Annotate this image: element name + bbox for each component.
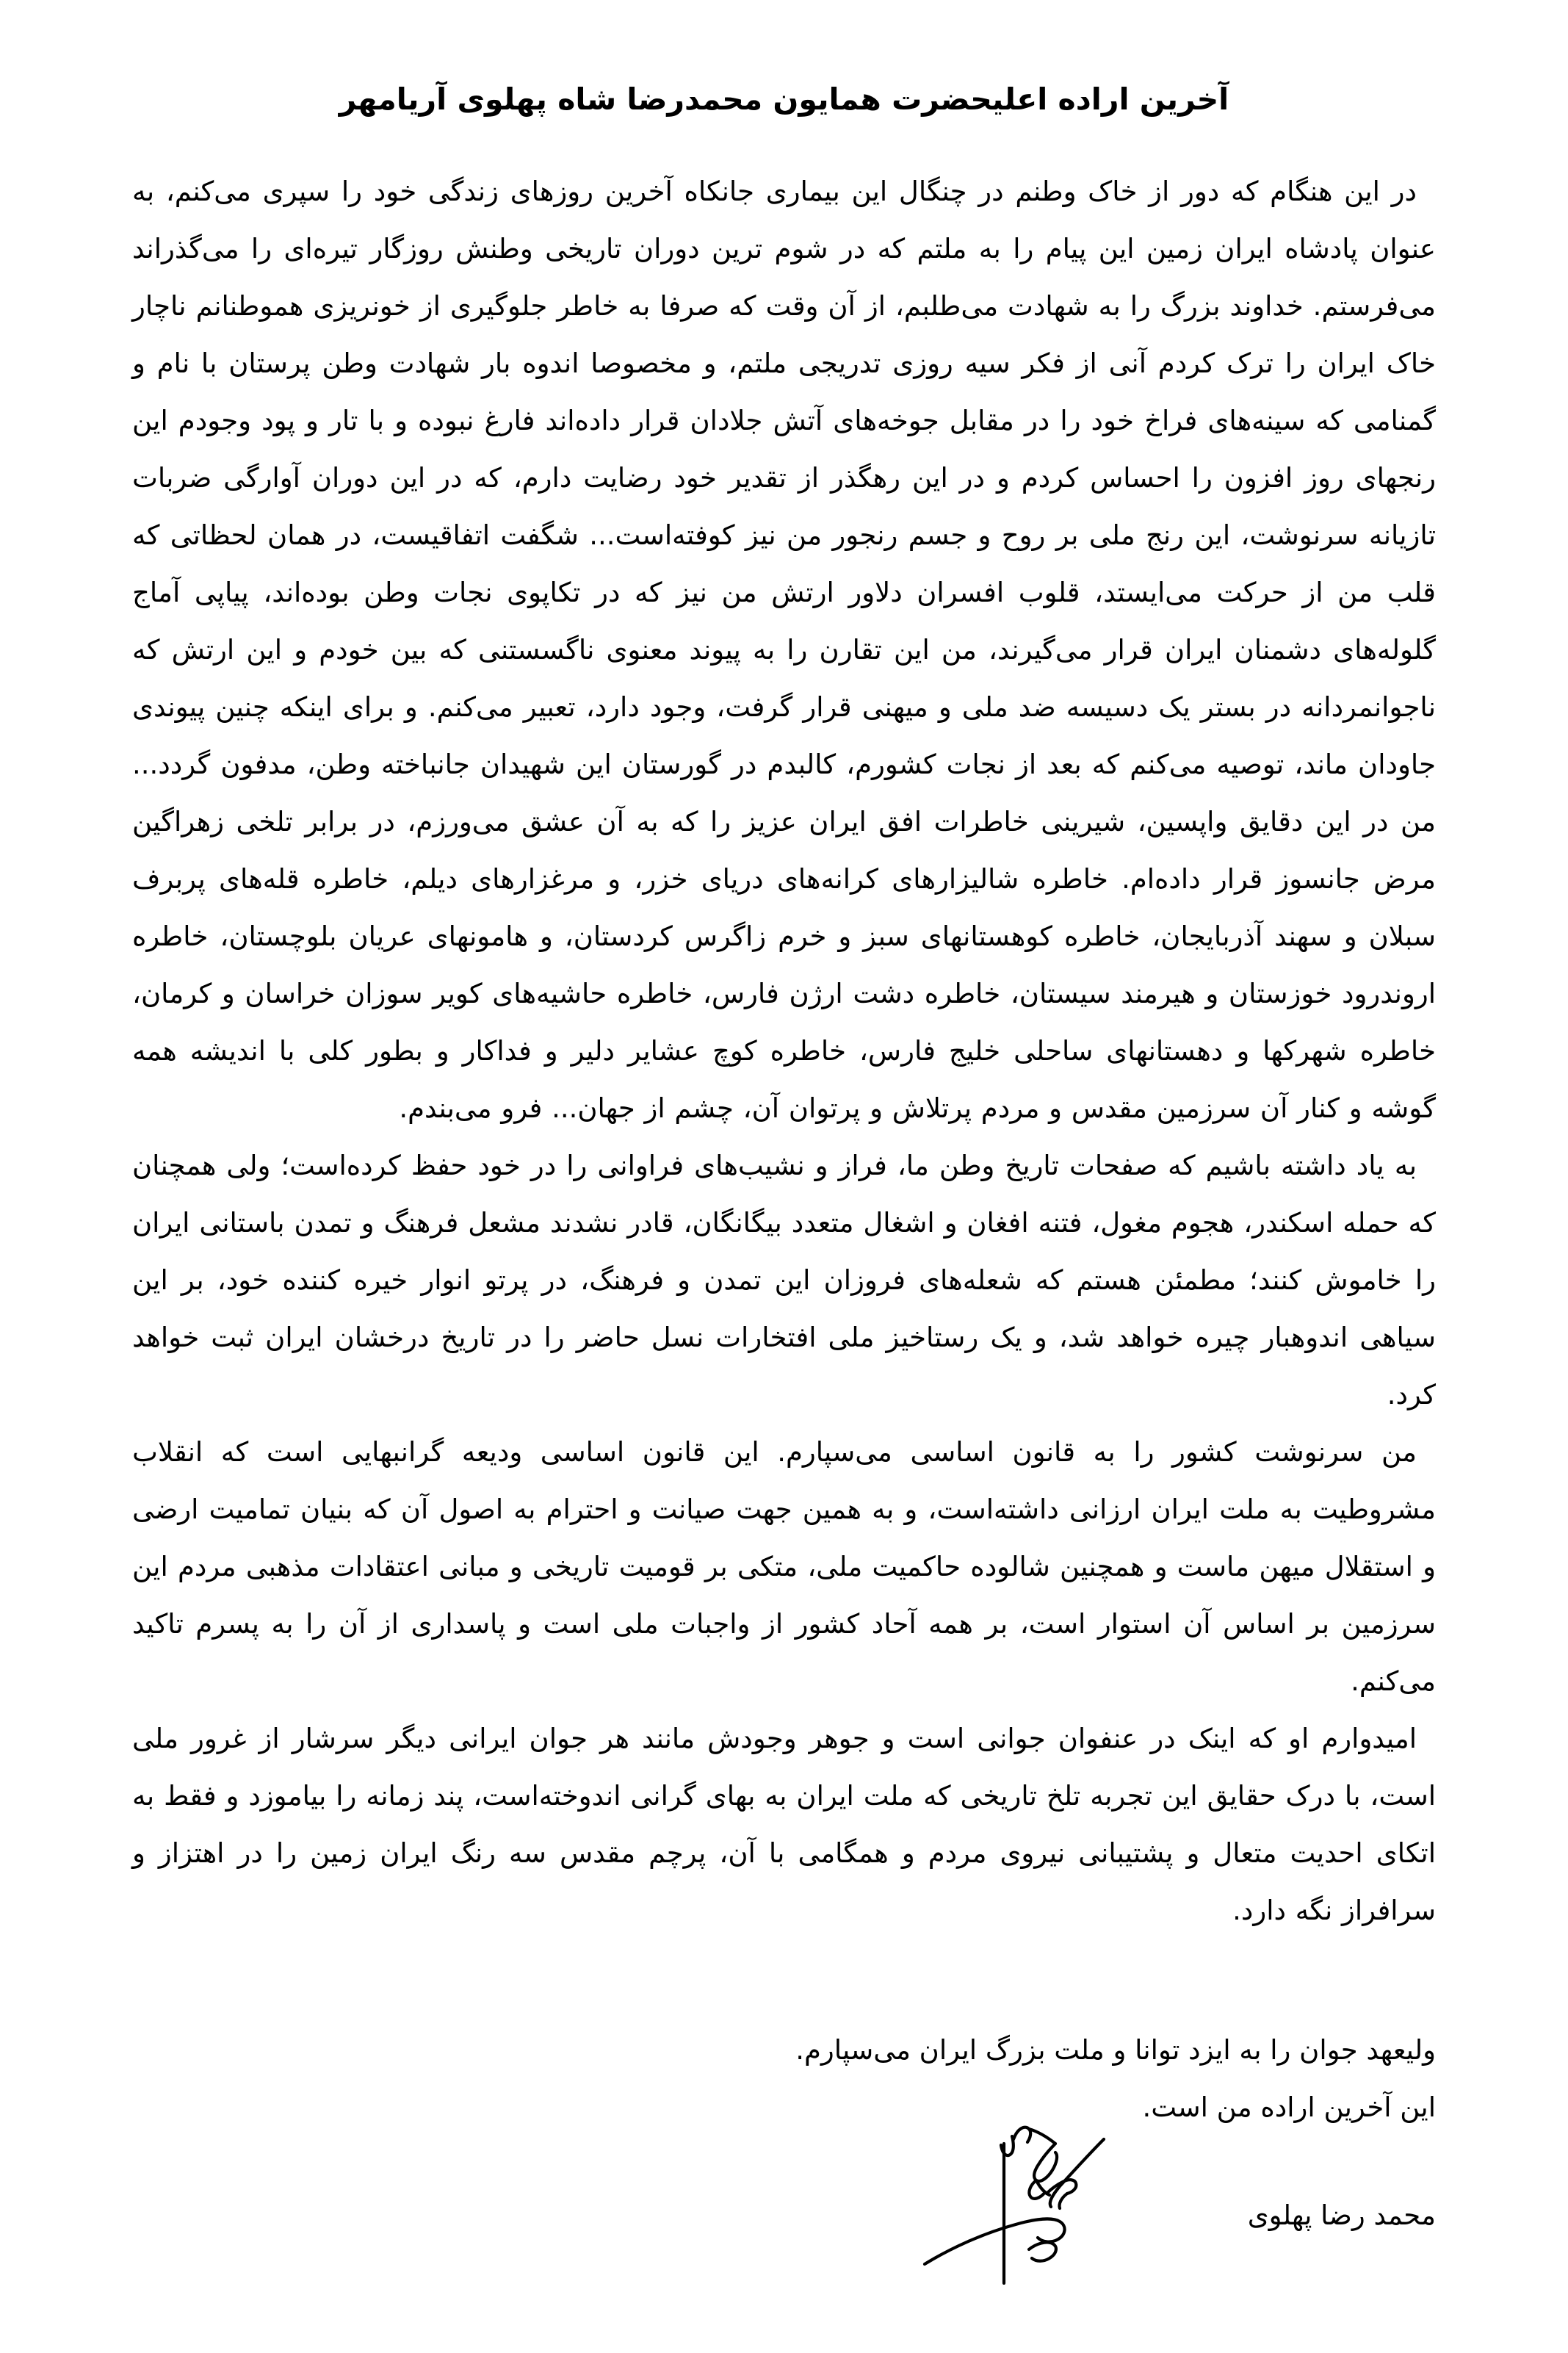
signature-area	[132, 2085, 1436, 2305]
signature-icon	[892, 2094, 1127, 2285]
paragraph-2: به یاد داشته باشیم که صفحات تاریخ وطن ما، فراز و نشیب‌های فراوانی را در خود حفظ کرده‌است؛ ولی همچنان که حمله اسکندر، هجوم مغول، فتنه افغان و اشغال متعدد بیگانگان، قادر نشدند مشعل فرهنگ و تمدن باستانی ایران را خاموش کنند؛ مطمئن هستم که شعله‌های فروزان این تمدن و فرهنگ، در پرتو انوار خیره کننده خود، بر این سیاهی اندوهبار چیره خواهد شد، و یک رستاخیز ملی افتخارات نسل حاضر را در تاریخ درخشان ایران ثبت خواهد کرد.	[132, 1150, 1436, 1410]
paragraph-3: من سرنوشت کشور را به قانون اساسی می‌سپارم. این قانون اساسی ودیعه گرانبهایی است که انقلاب مشروطیت به ملت ایران ارزانی داشته‌است، و به همین جهت صیانت و احترام به اصول آن که بنیان تمامیت ارضی و استقلال میهن ماست و همچنین شالوده حاکمیت ملی، متکی بر قومیت تاریخی و مبانی اعتقادات مذهبی مردم این سرزمین بر اساس آن استوار است، بر همه آحاد کشور از واجبات ملی است و پاسداری از آن را به پسرم تاکید می‌کنم.	[132, 1436, 1436, 1697]
paragraph-1: در این هنگام که دور از خاک وطنم در چنگال این بیماری جانکاه آخرین روزهای زندگی خود را سپری می‌کنم، به عنوان پادشاه ایران زمین این پیام را به ملتم که در شوم ترین دوران تاریخی وطنش روزگار تیره‌ای را می‌گذراند می‌فرستم. خداوند بزرگ را به شهادت می‌طلبم، از آن وقت که صرفا به خاطر جلوگیری از خونریزی هموطنانم ناچار خاک ایران را ترک کردم آنی از فکر سیه روزی تدریجی ملتم، و مخصوصا اندوه بار شهادت وطن پرستان با نام و گمنامی که سینه‌های فراخ خود را در مقابل جوخه‌های آتش جلادان قرار داده‌اند فارغ نبوده و با تار و پود وجودم این رنجهای روز افزون را احساس کردم و در این رهگذر از تقدیر خود رضایت دارم، که در این دوران آوارگی ضربات تازیانه سرنوشت، این رنج ملی بر روح و جسم رنجور من نیز کوفته‌است... شگفت اتفاقیست، در همان لحظاتی که قلب من از حرکت می‌ایستد، قلوب افسران دلاور ارتش من نیز که در تکاپوی نجات وطن بوده‌اند، پیاپی آماج گلوله‌های دشمنان ایران قرار می‌گیرند، من این تقارن را به پیوند معنوی ناگسستنی که بین خودم و این ارتش که ناجوانمردانه در بستر یک دسیسه ضد ملی و میهنی قرار گرفت، وجود دارد، تعبیر می‌کنم. و برای اینکه چنین پیوندی جاودان ماند، توصیه می‌کنم که بعد از نجات کشورم، کالبدم در گورستان این شهیدان جانباخته وطن، مدفون گردد... من در این دقایق واپسین، شیرینی خاطرات افق ایران عزیز را که به آن عشق می‌ورزم، در برابر تلخی زهراگین مرض جانسوز قرار داده‌ام. خاطره شالیزارهای کرانه‌های دریای خزر، و مرغزارهای دیلم، خاطره قله‌های پربرف سبلان و سهند آذربایجان، خاطره کوهستانهای سبز و خرم زاگرس کردستان، و هامونهای عریان بلوچستان، خاطره اروندرود خوزستان و هیرمند سیستان، خاطره دشت ارژن فارس، خاطره حاشیه‌های کویر سوزان خراسان و کرمان، خاطره شهرکها و دهستانهای ساحلی خلیج فارس، خاطره کوچ عشایر دلیر و فداکار و بطور کلی با اندیشه همه گوشه و کنار آن سرزمین مقدس و مردم پرتلاش و پرتوان آن، چشم از جهان... فرو می‌بندم.	[132, 176, 1436, 1124]
closing-line-1: ولیعهد جوان را به ایزد توانا و ملت بزرگ ایران می‌سپارم.	[795, 2034, 1436, 2066]
closing-line-2: این آخرین اراده من است.	[1142, 2091, 1436, 2123]
paragraph-4: امیدوارم او که اینک در عنفوان جوانی است و جوهر وجودش مانند هر جوان ایرانی دیگر سرشار از غرور ملی است، با درک حقایق این تجربه تلخ تاریخی که ملت ایران به بهای گرانی اندوخته‌است، پند زمانه را بیاموزد و فقط به اتکای احدیت متعال و پشتیبانی نیروی مردم و همگامی با آن، پرچم مقدس سه رنگ ایران زمین را در اهتزاز و سرافراز نگه دارد.	[132, 1723, 1436, 1926]
signature-name: محمد رضا پهلوی	[1247, 2199, 1436, 2231]
document-body	[132, 163, 1436, 1939]
page-title: آخرین اراده اعلیحضرت همایون محمدرضا شاه پهلوی آریامهر	[339, 82, 1229, 118]
